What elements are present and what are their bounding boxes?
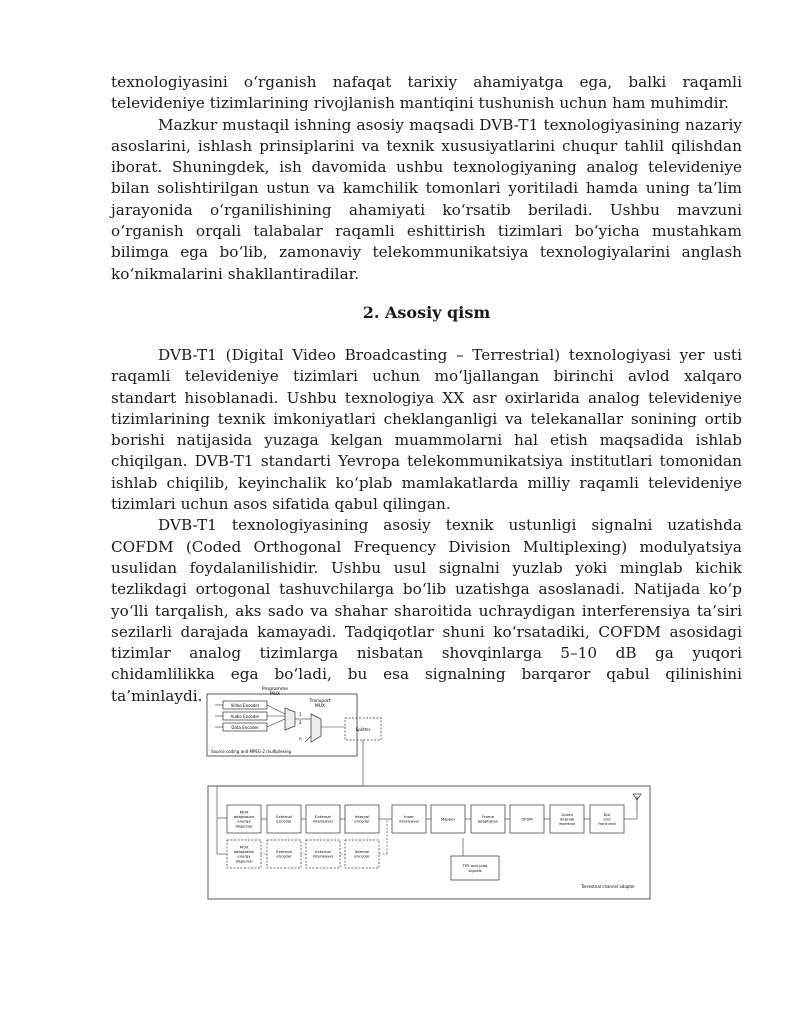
tps-pilot-line-1: TPS and pilot [462, 863, 488, 868]
document-page [111, 72, 742, 707]
main-stage-8-label-1: OFDM [521, 816, 533, 822]
mux-port-n: n [299, 736, 302, 741]
paragraph-4: DVB-T1 texnologiyasining asosiy texnik ustunligi signalni uzatishda COFDM (Coded Orthogonal Frequency Division Multiplexing) modulyatsiya usulidan foydalanilishidir. Ushbu usul signalni yuzlab yoki minglab kichik tezlikdagi ortogonal tashuvchilarga bo‘lib uzatishga asoslanadi. Natijada ko‘p yo‘lli tarqalish, aks sado va shahar sharoitida uchraydigan interferensiya ta’siri sezilarli darajada kamayadi. Tadqiqotlar shuni ko‘rsatadiki, COFDM asosidagi tizimlar analog tizimlarga nisbatan shovqinlarga 5–10 dB ga yuqori chidamlilikka ega bo‘ladi, bu esa signalning barqaror qabul qilinishini ta’minlaydi. [111, 516, 742, 705]
source-coding-caption: Source coding and MPEG-2 multiplexing [211, 749, 292, 754]
main-stage-1-label-3: energy [237, 818, 251, 824]
main-stage-3-label-2: interleaver [312, 818, 334, 824]
paragraph-1: texnologiyasini o‘rganish nafaqat tarixiy ahamiyatga ega, balki raqamli televideniye tizimlarining rivojlanish mantiqini tushunish uchun ham muhimdir. [111, 73, 742, 113]
lower-stage-1-label-2: adaptation [233, 849, 255, 855]
main-stage-1-label-1: MUX [239, 809, 249, 815]
lower-stage-1-label-3: energy [237, 853, 251, 859]
main-stage-7-label-1: Frame [482, 814, 494, 820]
main-stage-4-label-1: Internal [354, 814, 370, 820]
mux-port-1: 1 [299, 712, 302, 717]
tps-pilot-line-2: signals [468, 868, 482, 873]
main-stage-9-label-2: interval [559, 816, 575, 822]
main-stage-2-label-1: External [276, 814, 292, 820]
splitter-label: Splitter [355, 727, 371, 732]
lower-stage-1-label-1: MUX [239, 844, 249, 850]
programme-label: Programme [261, 687, 289, 692]
main-stage-3-label-1: External [315, 814, 331, 820]
main-stage-1-label-2: adaptation [233, 814, 255, 820]
data-encoder-label: Data Encoder [231, 725, 259, 730]
antenna-icon [633, 794, 641, 812]
lower-stage-2-label-1: External [276, 849, 292, 855]
lower-stage-3-label-1: External [315, 849, 331, 855]
lower-stage-2-label-2: encoder [276, 853, 292, 859]
programme-mux-shape [285, 708, 295, 730]
programme-sub-label: MUX [269, 692, 281, 697]
block-diagram-svg [205, 686, 652, 901]
main-stage-7-label-2: adaptation [477, 818, 499, 824]
channel-adapter-caption: Terrestrial channel adapter [581, 884, 635, 889]
main-stage-4-label-2: encoder [354, 818, 370, 824]
transport-sub-label: MUX [314, 704, 326, 709]
main-stage-10-label-3: front end [598, 821, 616, 826]
dvb-t-block-diagram [205, 686, 652, 901]
lower-stage-3-label-2: interleaver [312, 853, 334, 859]
video-encoder-label: Video Encoder [230, 703, 260, 708]
main-stage-10-label-2: and [603, 816, 611, 822]
mux-port-2: 2 [299, 720, 302, 725]
lower-stage-4-label-2: encoder [354, 853, 370, 859]
main-signal-chain [227, 805, 637, 833]
main-stage-9-label-1: Guard [561, 811, 573, 817]
main-stage-6-label-1: Mapper [440, 816, 456, 822]
transport-mux-shape [311, 714, 321, 742]
paragraph-3: DVB-T1 (Digital Video Broadcasting – Terrestrial) texnologiyasi yer usti raqamli televideniye tizimlari uchun mo‘ljallangan birinchi avlod xalqaro standart hisoblanadi. Ushbu texnologiya XX asr oxirlarida analog televideniye tizimlarining texnik imkoniyatlari cheklanganligi va telekanallar sonining ortib borishi natijasida yuzaga kelgan muammolarni hal etish maqsadida ishlab chiqilgan. DVB-T1 standarti Yevropa telekommunikatsiya institutlari tomonidan ishlab chiqilib, keyinchalik ko‘plab mamlakatlarda milliy raqamli televideniye tizimlari uchun asos sifatida qabul qilingan. [111, 345, 742, 514]
main-stage-5-label-2: interleaver [398, 818, 420, 824]
main-stage-5-label-1: Inner [404, 814, 414, 820]
main-stage-2-label-2: encoder [276, 818, 292, 824]
lower-stage-4-label-1: Internal [354, 849, 370, 855]
transport-label: Transport [309, 699, 331, 704]
main-stage-9-label-3: insertion [558, 821, 576, 826]
paragraph-2: Mazkur mustaqil ishning asosiy maqsadi DVB-T1 texnologiyasining nazariy asoslarini, ishlash prinsiplarini va texnik xususiyatlarini chuqur tahlil qilishdan iborat. Shuningdek, ish davomida ushbu texnologiyaning analog televideniye bilan solishtirilgan ustun va kamchilik tomonlari yoritiladi hamda uning ta’lim jarayonida o‘rganilishining ahamiyati ko‘rsatib beriladi. Ushbu mavzuni o‘rganish orqali talabalar raqamli eshittirish tizimlari bo‘yicha mustahkam bilimga ega bo‘lib, zamonaviy telekommunikatsiya texnologiyalarini anglash ko‘nikmalarini shakllantiradilar. [111, 115, 742, 283]
section-heading: 2. Asosiy qism [362, 302, 491, 322]
main-stage-1-label-4: dispersal [235, 823, 253, 829]
audio-encoder-label: Audio Encoder [230, 714, 260, 719]
main-stage-10-label-1: D/A [603, 811, 611, 817]
encoder-group [215, 701, 285, 731]
lower-stage-1-label-4: dispersal [235, 858, 253, 864]
